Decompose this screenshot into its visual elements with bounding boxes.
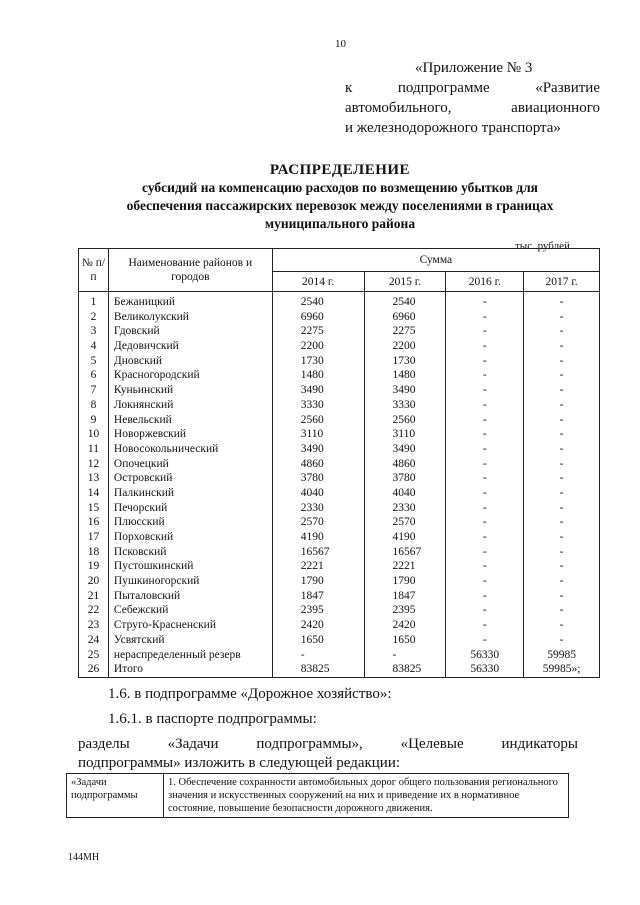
cell-y2017: - — [559, 589, 564, 602]
cell-name: Локнянский — [113, 398, 174, 411]
cell-y2017: - — [559, 545, 564, 558]
cell-y2014: 2540 — [300, 296, 324, 308]
cell-n: 15 — [87, 501, 100, 514]
cell-y2014: 16567 — [300, 545, 330, 558]
cell-y2017: - — [559, 604, 564, 617]
cell-n: 9 — [90, 413, 97, 426]
appendix-reference — [345, 58, 600, 138]
page-number: 10 — [335, 38, 346, 50]
cell-y2014: 4190 — [300, 531, 324, 543]
cell-y2016: - — [482, 516, 487, 529]
cell-y2016: - — [482, 531, 487, 543]
cell-y2017: - — [559, 633, 564, 646]
cell-y2015: 16567 — [392, 545, 422, 558]
cell-y2017: - — [559, 619, 564, 632]
cell-name: Палкинский — [113, 486, 175, 499]
cell-n: 6 — [90, 369, 97, 382]
cell-n: 4 — [90, 340, 97, 353]
paragraph-1-6: 1.6. в подпрограмме «Дорожное хозяйство»: — [108, 686, 392, 702]
cell-n: 24 — [87, 633, 100, 646]
cell-y2015: 3490 — [392, 442, 416, 455]
paragraph-sections-cont: подпрограммы» изложить в следующей редакции: — [78, 755, 401, 771]
cell-y2016: - — [482, 633, 487, 646]
cell-name: Пыталовский — [113, 589, 181, 602]
cell-y2015: 3330 — [392, 398, 416, 411]
tasks-value: 1. Обеспечение сохранности автомобильных дорог общего пользования регионального значения и искусственных сооружений на них и приведение их в нормативное состояние, повышение безопасности дорожного движения. — [164, 774, 569, 818]
cell-y2014: 3110 — [300, 428, 324, 441]
cell-name: Новосокольнический — [113, 442, 219, 455]
cell-y2015: 2221 — [392, 560, 416, 573]
cell-name: Новоржевский — [113, 428, 187, 441]
cell-y2014: 2420 — [300, 619, 324, 632]
cell-y2015: 2420 — [392, 619, 416, 632]
title-line-3: муниципального района — [264, 216, 416, 231]
cell-y2016: - — [482, 428, 487, 441]
cell-y2017: - — [559, 428, 564, 441]
column-num — [79, 292, 109, 678]
paragraph-sections: разделы «Задачи подпрограммы», «Целевые индикаторы — [78, 736, 578, 752]
cell-y2014: 2570 — [300, 516, 324, 529]
cell-y2014: 3490 — [300, 384, 324, 397]
document-title — [90, 162, 590, 233]
cell-y2017: - — [559, 516, 564, 529]
cell-y2017: - — [559, 531, 564, 543]
cell-y2016: - — [482, 545, 487, 558]
header-year: 2016 г. — [446, 272, 524, 292]
column-name — [108, 292, 272, 678]
cell-y2016: - — [482, 369, 487, 382]
header-name: Наименование районов и городов — [108, 249, 272, 292]
cell-y2016: - — [482, 472, 487, 485]
footer-code: 144МН — [68, 852, 100, 863]
cell-y2016: - — [482, 575, 487, 588]
cell-y2014: 3780 — [300, 472, 324, 485]
cell-y2016: - — [482, 501, 487, 514]
title-heading: РАСПРЕДЕЛЕНИЕ — [269, 162, 411, 178]
cell-n: 18 — [87, 545, 100, 558]
column-2016 — [446, 292, 524, 678]
cell-y2014: 6960 — [300, 310, 324, 323]
cell-name: нераспределенный резерв — [113, 648, 241, 661]
cell-n: 20 — [87, 575, 100, 588]
cell-name: Пушкиногорский — [113, 575, 200, 588]
cell-y2017: - — [559, 457, 564, 470]
cell-name: Плюсский — [113, 516, 165, 529]
cell-y2014: - — [300, 648, 305, 661]
cell-n: 22 — [87, 604, 100, 617]
cell-y2014: 1847 — [300, 589, 324, 602]
cell-y2017: - — [559, 501, 564, 514]
cell-name: Итого — [113, 663, 144, 676]
cell-y2016: - — [482, 398, 487, 411]
cell-y2017: 59985 — [547, 648, 576, 661]
cell-name: Невельский — [113, 413, 172, 426]
cell-name: Струго-Красненский — [113, 619, 216, 632]
appendix-line-2: к подпрограмме «Развитие — [345, 80, 600, 96]
column-2014 — [272, 292, 364, 678]
paragraph-1-6-1: 1.6.1. в паспорте подпрограммы: — [108, 711, 317, 727]
cell-y2015: 2330 — [392, 501, 416, 514]
cell-n: 11 — [87, 442, 99, 455]
cell-y2016: 56330 — [470, 648, 500, 661]
tasks-key: «Задачи подпрограммы — [67, 774, 164, 818]
cell-name: Порховский — [113, 531, 174, 543]
cell-n: 26 — [87, 663, 100, 676]
cell-n: 2 — [90, 310, 97, 323]
header-num: № п/п — [79, 249, 109, 292]
cell-name: Псковский — [113, 545, 167, 558]
cell-y2014: 4040 — [300, 486, 324, 499]
cell-y2016: - — [482, 340, 487, 353]
cell-y2017: - — [559, 442, 564, 455]
cell-y2016: - — [482, 442, 487, 455]
header-sum: Сумма — [272, 249, 599, 272]
appendix-line-3: автомобильного, авиационного — [345, 100, 600, 116]
cell-y2014: 1790 — [300, 575, 324, 588]
cell-y2014: 3330 — [300, 398, 324, 411]
cell-name: Куньинский — [113, 384, 174, 397]
title-line-1: субсидий на компенсацию расходов по возмещению убытков для — [142, 180, 538, 195]
cell-y2015: 1650 — [392, 633, 416, 646]
cell-n: 10 — [87, 428, 100, 441]
cell-y2015: 83825 — [392, 663, 422, 676]
cell-y2016: - — [482, 486, 487, 499]
cell-y2017: 59985»; — [542, 663, 581, 676]
cell-n: 21 — [87, 589, 100, 602]
cell-y2014: 2200 — [300, 340, 324, 353]
cell-y2014: 2221 — [300, 560, 324, 573]
cell-n: 7 — [90, 384, 97, 397]
cell-y2015: 2560 — [392, 413, 416, 426]
cell-y2017: - — [559, 340, 564, 353]
cell-y2016: - — [482, 413, 487, 426]
cell-n: 25 — [87, 648, 100, 661]
cell-n: 12 — [87, 457, 100, 470]
cell-y2016: - — [482, 457, 487, 470]
cell-name: Островский — [113, 472, 173, 485]
cell-y2016: - — [482, 354, 487, 367]
cell-y2015: 2570 — [392, 516, 416, 529]
cell-n: 13 — [87, 472, 100, 485]
cell-y2017: - — [559, 472, 564, 485]
cell-y2017: - — [559, 413, 564, 426]
cell-n: 5 — [90, 354, 97, 367]
cell-y2014: 1480 — [300, 369, 324, 382]
header-year: 2017 г. — [524, 272, 600, 292]
cell-y2016: - — [482, 384, 487, 397]
cell-name: Печорский — [113, 501, 168, 514]
cell-y2014: 1650 — [300, 633, 324, 646]
cell-y2016: - — [482, 604, 487, 617]
cell-name: Усвятский — [113, 633, 165, 646]
cell-y2017: - — [559, 310, 564, 323]
cell-y2014: 4860 — [300, 457, 324, 470]
cell-y2016: - — [482, 560, 487, 573]
cell-y2017: - — [559, 575, 564, 588]
cell-y2015: 2540 — [392, 296, 416, 308]
cell-y2015: 4040 — [392, 486, 416, 499]
cell-y2015: 3490 — [392, 384, 416, 397]
subsidy-distribution-table — [78, 248, 600, 678]
tasks-table — [66, 773, 569, 818]
title-line-2: обеспечения пассажирских перевозок между поселениями в границах — [126, 198, 554, 213]
cell-y2017: - — [559, 384, 564, 397]
cell-name: Дедовичский — [113, 340, 179, 353]
cell-y2017: - — [559, 296, 564, 308]
column-2017 — [524, 292, 600, 678]
cell-name: Себежский — [113, 604, 169, 617]
cell-name: Красногородский — [113, 369, 200, 382]
cell-name: Великолукский — [113, 310, 189, 323]
cell-y2014: 1730 — [300, 354, 324, 367]
cell-y2016: - — [482, 296, 487, 308]
cell-y2014: 3490 — [300, 442, 324, 455]
header-year: 2014 г. — [272, 272, 364, 292]
cell-n: 1 — [90, 296, 97, 308]
cell-y2017: - — [559, 398, 564, 411]
cell-name: Опочецкий — [113, 457, 169, 470]
cell-y2015: 1480 — [392, 369, 416, 382]
cell-y2016: 56330 — [470, 663, 500, 676]
cell-y2015: 4190 — [392, 531, 416, 543]
cell-y2015: 2275 — [392, 325, 416, 338]
cell-y2015: 1730 — [392, 354, 416, 367]
cell-y2017: - — [559, 486, 564, 499]
cell-y2016: - — [482, 619, 487, 632]
cell-y2017: - — [559, 560, 564, 573]
cell-y2015: 3780 — [392, 472, 416, 485]
cell-y2014: 2395 — [300, 604, 324, 617]
cell-y2015: 3110 — [392, 428, 416, 441]
cell-name: Бежаницкий — [113, 296, 176, 308]
cell-y2016: - — [482, 589, 487, 602]
cell-y2017: - — [559, 325, 564, 338]
cell-y2014: 2275 — [300, 325, 324, 338]
cell-y2014: 2330 — [300, 501, 324, 514]
cell-y2016: - — [482, 310, 487, 323]
cell-y2014: 2560 — [300, 413, 324, 426]
cell-y2015: 2200 — [392, 340, 416, 353]
cell-y2014: 83825 — [300, 663, 330, 676]
cell-name: Пустошкинский — [113, 560, 194, 573]
cell-y2015: - — [392, 648, 397, 661]
column-2015 — [364, 292, 446, 678]
cell-n: 23 — [87, 619, 100, 632]
cell-n: 3 — [90, 325, 97, 338]
cell-y2016: - — [482, 325, 487, 338]
cell-y2017: - — [559, 369, 564, 382]
cell-name: Дновский — [113, 354, 163, 367]
cell-name: Гдовский — [113, 325, 160, 338]
appendix-line-4: и железнодорожного транспорта» — [345, 120, 561, 136]
appendix-line-1: «Приложение № 3 — [415, 60, 533, 76]
cell-y2015: 1790 — [392, 575, 416, 588]
cell-n: 8 — [90, 398, 97, 411]
cell-n: 17 — [87, 531, 100, 543]
cell-y2015: 4860 — [392, 457, 416, 470]
cell-y2015: 6960 — [392, 310, 416, 323]
cell-y2015: 1847 — [392, 589, 416, 602]
cell-y2015: 2395 — [392, 604, 416, 617]
cell-y2017: - — [559, 354, 564, 367]
cell-n: 14 — [87, 486, 100, 499]
units-label: тыс. рублей — [515, 240, 570, 252]
cell-n: 16 — [87, 516, 100, 529]
cell-n: 19 — [87, 560, 100, 573]
header-year: 2015 г. — [364, 272, 446, 292]
